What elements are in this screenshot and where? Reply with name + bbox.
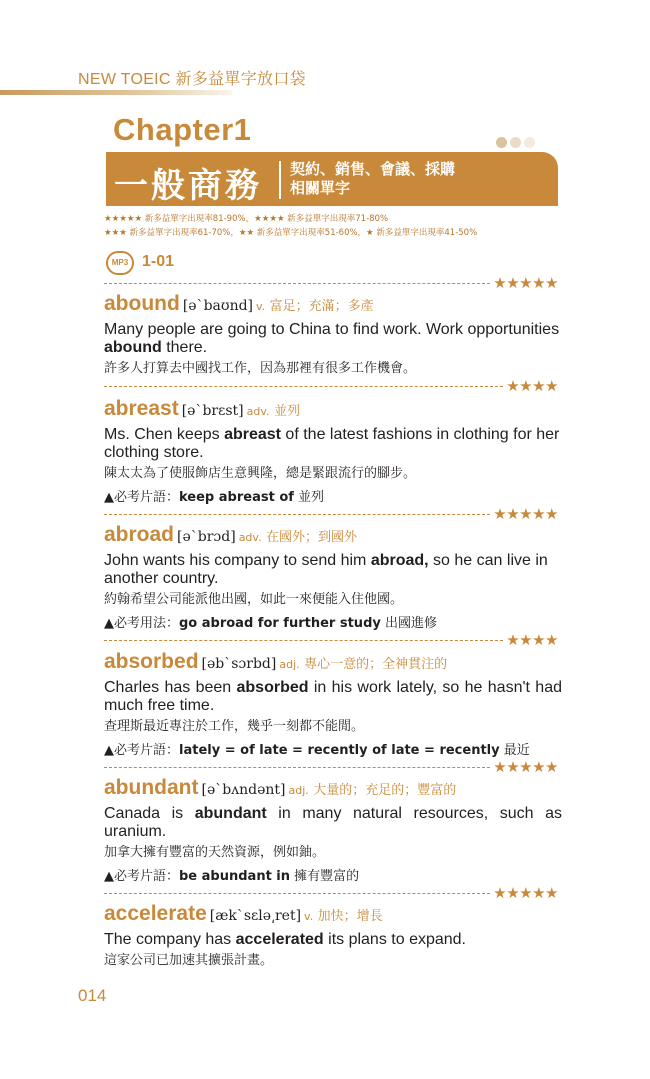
dot-icon — [496, 137, 507, 148]
definition: 並列 — [274, 404, 301, 419]
example-sentence — [104, 805, 562, 841]
key-phrase-label: ▲必考片語： — [104, 743, 179, 758]
entry-head — [104, 523, 562, 550]
entry-separator — [104, 506, 558, 522]
definition: 富足；充滿；多產 — [269, 299, 374, 314]
key-phrase-label: ▲必考片語： — [104, 869, 179, 884]
example-keyword: abound — [104, 339, 162, 356]
key-phrase-meaning: 擁有豐富的 — [290, 869, 360, 884]
example-keyword: abroad, — [370, 552, 429, 569]
banner-divider — [279, 161, 281, 199]
vocab-entry — [104, 523, 562, 633]
example-translation: 約翰希望公司能派他出國，如此一來便能入住他國。 — [104, 592, 404, 607]
example-sentence — [104, 321, 562, 357]
example-text: The company has — [104, 931, 236, 948]
dashed-rule — [104, 640, 503, 641]
example-text: Ms. Chen keeps — [104, 426, 225, 443]
star-rating-icon: ★★★★★ — [493, 505, 558, 523]
example-sentence — [104, 931, 562, 949]
example-text: Charles has been — [104, 679, 237, 696]
entry-head — [104, 650, 562, 677]
example-keyword: accelerated — [235, 931, 324, 948]
frequency-legend-line1: ★★★★★ 新多益單字出現率81-90%，★★★★ 新多益單字出現率71-80% — [104, 214, 389, 224]
part-of-speech: adj. — [288, 784, 309, 797]
entry-head — [104, 292, 562, 319]
pronunciation: [ə`brɛst] — [181, 403, 244, 419]
chapter-subtitle-line1: 契約、銷售、會議、採購 — [290, 160, 456, 178]
chapter-banner — [106, 152, 558, 206]
mp3-icon: MP3 — [106, 251, 134, 275]
dashed-rule — [104, 767, 490, 768]
example-translation: 這家公司已加速其擴張計畫。 — [104, 953, 274, 968]
key-phrase-label: ▲必考用法： — [104, 616, 179, 631]
header-rule — [0, 90, 232, 95]
example-sentence — [104, 426, 562, 462]
pronunciation: [ə`baʊnd] — [182, 298, 254, 314]
vocab-entry — [104, 776, 562, 886]
example-text: so he can live in another country. — [104, 552, 548, 587]
pronunciation: [ə`bʌndənt] — [201, 782, 286, 798]
entry-separator — [104, 759, 558, 775]
star-rating-icon: ★★★★★ — [493, 274, 558, 292]
example-keyword: absorbed — [236, 679, 309, 696]
chapter-label: Chapter1 — [113, 112, 252, 147]
dashed-rule — [104, 514, 490, 515]
dashed-rule — [104, 386, 503, 387]
key-phrase-meaning: 出國進修 — [380, 616, 437, 631]
key-phrase-meaning: 並列 — [293, 490, 325, 505]
example-keyword: abundant — [194, 805, 267, 822]
page-number: 014 — [78, 986, 107, 1005]
chapter-subtitle-line2: 相關單字 — [290, 179, 351, 197]
book-title: NEW TOEIC 新多益單字放口袋 — [78, 71, 306, 88]
example-translation: 查理斯最近專注於工作，幾乎一刻都不能閒。 — [104, 719, 365, 734]
definition: 大量的；充足的；豐富的 — [313, 783, 457, 798]
part-of-speech: adv. — [238, 531, 262, 544]
headword: abound — [104, 292, 180, 315]
star-rating-icon: ★★★★ — [506, 631, 558, 649]
headword: accelerate — [104, 902, 207, 925]
dot-icon — [524, 137, 535, 148]
example-text: of the latest fashions in clothing for her clothing store. — [104, 426, 560, 461]
dashed-rule — [104, 893, 490, 894]
pronunciation: [ə`brɔd] — [177, 529, 236, 545]
entry-separator — [104, 632, 558, 648]
headword: abundant — [104, 776, 199, 799]
part-of-speech: adv. — [246, 405, 270, 418]
example-text: its plans to expand. — [323, 931, 466, 948]
entry-separator — [104, 275, 558, 291]
vocab-entry — [104, 902, 562, 970]
example-sentence — [104, 679, 562, 715]
vocab-entry — [104, 397, 562, 507]
definition: 專心一意的；全神貫注的 — [304, 657, 448, 672]
frequency-legend-line2: ★★★ 新多益單字出現率61-70%，★★ 新多益單字出現率51-60%，★ 新多益單字出現率41-50% — [104, 228, 478, 238]
headword: abroad — [104, 523, 175, 546]
entry-head — [104, 776, 562, 803]
example-text: Many people are going to China to find work. Work opportunities — [104, 321, 560, 338]
key-phrase-english: keep abreast of — [179, 490, 294, 505]
key-phrase-english: be abundant in — [179, 869, 291, 884]
decorative-dots — [496, 135, 538, 153]
entry-head — [104, 397, 562, 424]
example-text: John wants his company to send him — [104, 552, 371, 569]
part-of-speech: v. — [256, 300, 266, 313]
pronunciation: [əb`sɔrbd] — [201, 656, 277, 672]
example-text: there. — [161, 339, 208, 356]
star-rating-icon: ★★★★ — [506, 377, 558, 395]
entry-head — [104, 902, 562, 929]
example-text: in many natural resources, such as uranium. — [104, 805, 562, 840]
definition: 加快；增長 — [317, 909, 383, 924]
part-of-speech: adj. — [279, 658, 300, 671]
key-phrase — [104, 615, 562, 633]
star-rating-icon: ★★★★★ — [493, 758, 558, 776]
chapter-subtitle — [290, 160, 455, 198]
example-translation: 加拿大擁有豐富的天然資源，例如鈾。 — [104, 845, 326, 860]
key-phrase-meaning: 最近 — [499, 743, 530, 758]
dashed-rule — [104, 283, 490, 284]
example-text: Canada is — [104, 805, 195, 822]
example-keyword: abreast — [224, 426, 281, 443]
chapter-title: 一般商務 — [114, 166, 262, 206]
star-rating-icon: ★★★★★ — [493, 884, 558, 902]
example-sentence — [104, 552, 562, 588]
part-of-speech: v. — [304, 910, 314, 923]
pronunciation: [æk`sɛlə͵ret] — [209, 908, 302, 924]
example-text: in his work lately, so he hasn't had much free time. — [104, 679, 562, 714]
mp3-track-number: 1-01 — [142, 253, 175, 270]
key-phrase-english: go abroad for further study — [179, 616, 381, 631]
headword: abreast — [104, 397, 179, 420]
vocab-entry — [104, 650, 562, 760]
definition: 在國外；到國外 — [266, 530, 358, 545]
entry-separator — [104, 378, 558, 394]
example-translation: 陳太太為了使服飾店生意興隆，總是緊跟流行的腳步。 — [104, 466, 417, 481]
headword: absorbed — [104, 650, 199, 673]
dot-icon — [510, 137, 521, 148]
vocab-entry — [104, 292, 562, 378]
entry-separator — [104, 885, 558, 901]
key-phrase-label: ▲必考片語： — [104, 490, 179, 505]
example-translation: 許多人打算去中國找工作，因為那裡有很多工作機會。 — [104, 361, 417, 376]
key-phrase-english: lately = of late = recently of late = recently — [179, 743, 500, 758]
